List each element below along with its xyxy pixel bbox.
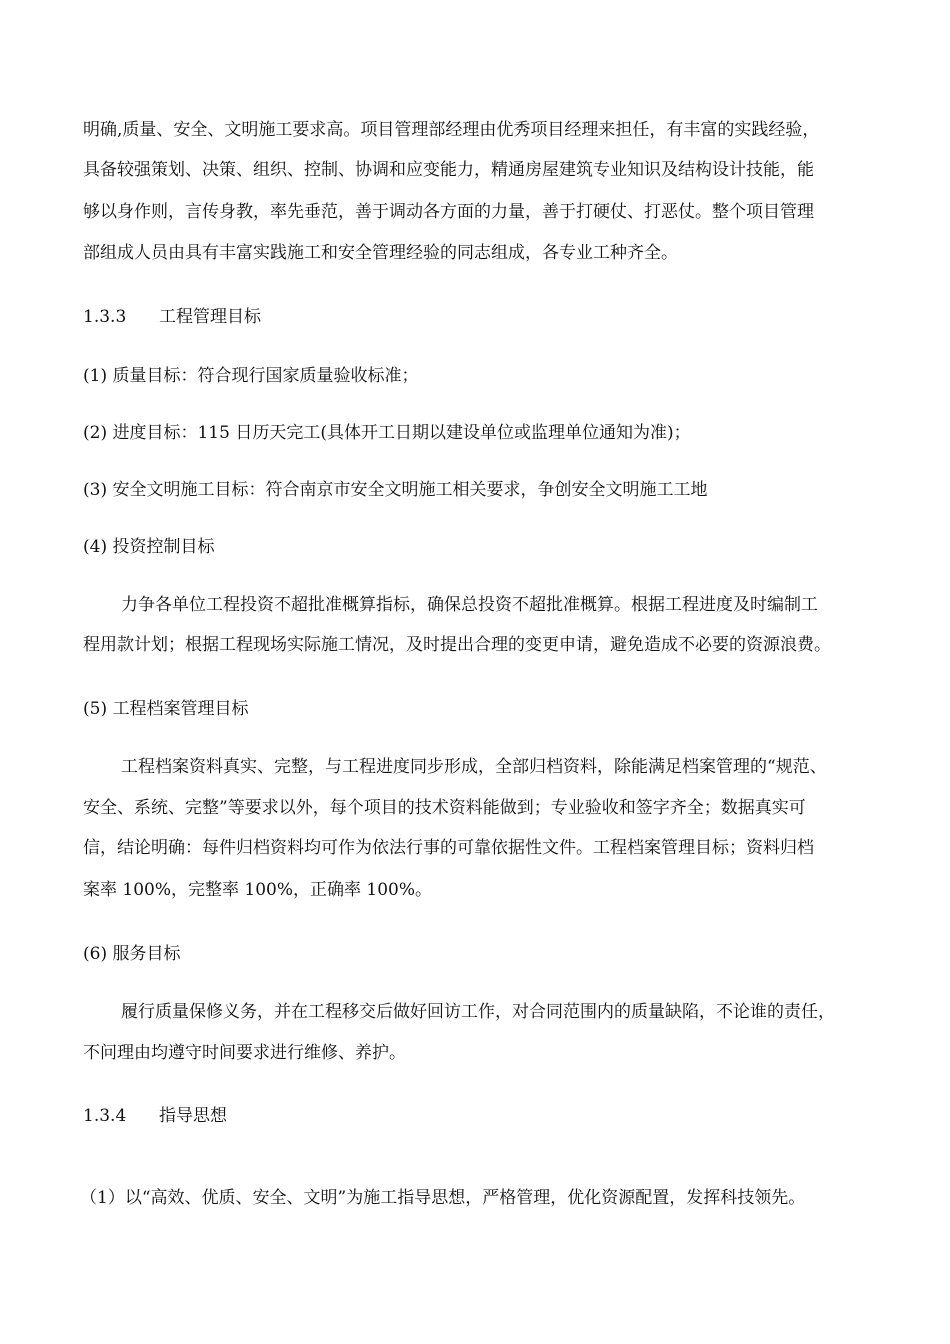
goal-archives-line-2: 安全、系统、完整”等要求以外，每个项目的技术资料能做到；专业验收和签字齐全；数据真实可 [83, 798, 806, 818]
goal-schedule: (2) 进度目标：115 日历天完工(具体开工日期以建设单位或监理单位通知为准)； [83, 423, 691, 443]
goal-service-line-2: 不问理由均遵守时间要求进行维修、养护。 [83, 1043, 406, 1063]
goal-archives-heading: (5) 工程档案管理目标 [83, 699, 249, 719]
intro-line-3: 够以身作则，言传身教，率先垂范，善于调动各方面的力量，善于打硬仗、打恶仗。整个项目管理 [83, 202, 814, 222]
goal-archives-line-4: 案率 100%，完整率 100%，正确率 100%。 [83, 880, 433, 900]
section-title: 工程管理目标 [159, 307, 261, 327]
goal-investment-line-2: 程用款计划；根据工程现场实际施工情况，及时提出合理的变更申请，避免造成不必要的资源浪费。 [83, 635, 831, 655]
guiding-principle-1: （1）以“高效、优质、安全、文明”为施工指导思想，严格管理，优化资源配置，发挥科技领先。 [80, 1188, 806, 1208]
intro-line-1: 明确,质量、安全、文明施工要求高。项目管理部经理由优秀项目经理来担任，有丰富的实践经验， [83, 120, 820, 140]
section-heading-1-3-4 [83, 1104, 227, 1128]
goal-service-heading: (6) 服务目标 [83, 944, 181, 964]
section-title: 指导思想 [159, 1106, 227, 1126]
goal-service-line-1: 履行质量保修义务，并在工程移交后做好回访工作，对合同范围内的质量缺陷，不论谁的责任， [121, 1002, 835, 1022]
goal-safety: (3) 安全文明施工目标：符合南京市安全文明施工相关要求，争创安全文明施工工地 [83, 480, 708, 500]
intro-line-4: 部组成人员由具有丰富实践施工和安全管理经验的同志组成，各专业工种齐全。 [83, 243, 678, 263]
goal-archives-line-3: 信，结论明确：每件归档资料均可作为依法行事的可靠依据性文件。工程档案管理目标；资料归档 [83, 838, 814, 858]
intro-line-2: 具备较强策划、决策、组织、控制、协调和应变能力，精通房屋建筑专业知识及结构设计技能，能 [83, 160, 814, 180]
goal-quality: (1) 质量目标：符合现行国家质量验收标准； [83, 366, 419, 386]
section-number: 1.3.3 [83, 307, 127, 327]
section-number: 1.3.4 [83, 1106, 127, 1126]
goal-investment-heading: (4) 投资控制目标 [83, 537, 215, 557]
goal-archives-line-1: 工程档案资料真实、完整，与工程进度同步形成，全部归档资料，除能满足档案管理的“规范、 [121, 757, 827, 777]
goal-investment-line-1: 力争各单位工程投资不超批准概算指标，确保总投资不超批准概算。根据工程进度及时编制工 [121, 595, 818, 615]
section-heading-1-3-3 [83, 305, 261, 329]
